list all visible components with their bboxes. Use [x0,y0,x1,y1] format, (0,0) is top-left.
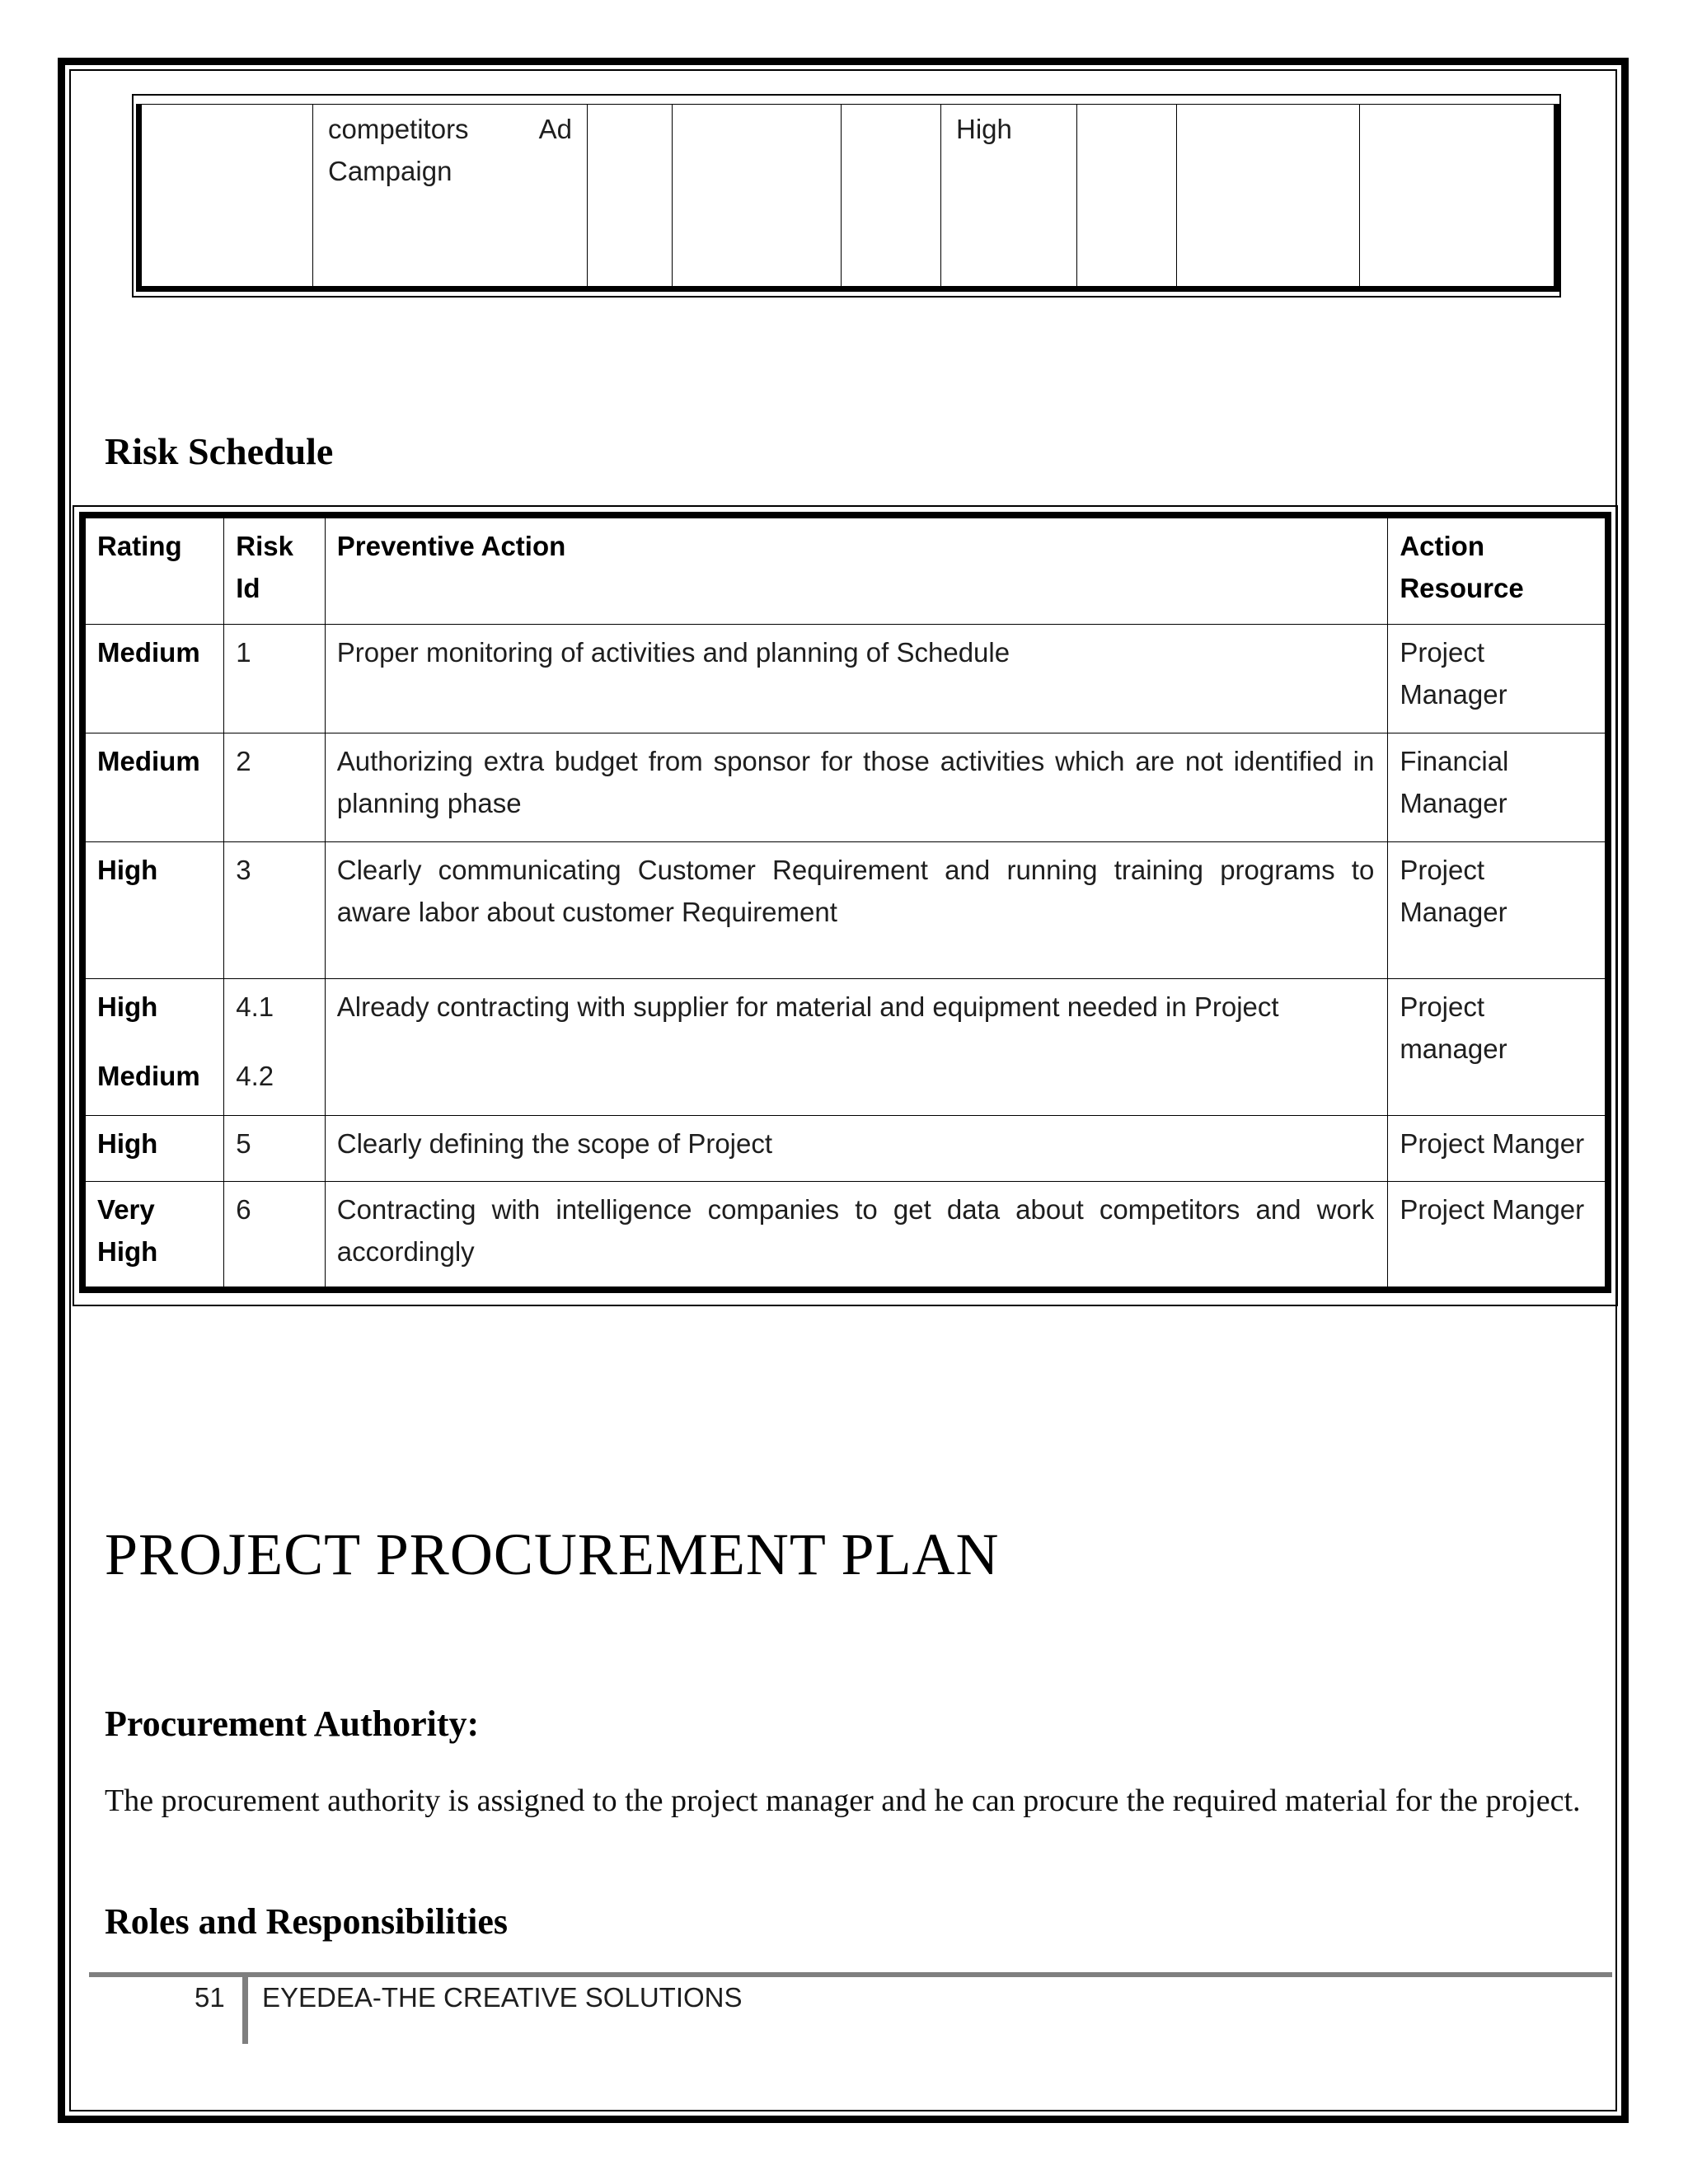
header-preventive-action: Preventive Action [325,515,1388,624]
cell-rating: Very High [82,1181,224,1290]
header-rating: Rating [82,515,224,624]
table-cell [673,105,842,289]
cell-risk-id [224,978,326,1115]
rating-text: Medium [97,1060,200,1091]
cell-text: Campaign [328,156,452,186]
risk-id-text: 4.1 [236,991,274,1022]
table-row [82,1115,1608,1181]
procurement-authority-heading: Procurement Authority: [105,1704,480,1744]
table-cell [842,105,941,289]
cell-action-resource: Project Manger [1388,1115,1608,1181]
header-text: Risk [236,531,293,561]
footer-vertical-divider [242,1977,248,2044]
cell-action-resource: Project manager [1388,978,1608,1115]
table-cell: High [941,105,1077,289]
cell-text: competitors [328,114,469,144]
header-action-resource [1388,515,1608,624]
cell-preventive-action: Contracting with intelligence companies to get data about competitors and work accordingly [325,1181,1388,1290]
table-header-row [82,515,1608,624]
table-row [82,733,1608,841]
table-row [82,978,1608,1115]
cell-preventive-action: Clearly communicating Customer Requirement and running training programs to aware labor about customer Requirement [325,841,1388,978]
cell-risk-id: 3 [224,841,326,978]
table-row [82,624,1608,733]
cell-rating: High [82,841,224,978]
continued-risk-table [136,104,1559,292]
cell-risk-id: 6 [224,1181,326,1290]
roles-responsibilities-heading: Roles and Responsibilities [105,1901,508,1942]
cell-action-resource: Project Manager [1388,624,1608,733]
cell-rating: High [82,1115,224,1181]
cell-text: Ad [538,114,572,144]
table-cell [1077,105,1177,289]
cell-risk-id: 1 [224,624,326,733]
cell-preventive-action: Clearly defining the scope of Project [325,1115,1388,1181]
table-cell [139,105,313,289]
cell-preventive-action: Already contracting with supplier for material and equipment needed in Project [325,978,1388,1115]
table-cell [588,105,673,289]
header-text: Id [236,573,260,603]
cell-rating [82,978,224,1115]
header-text: Action [1400,531,1484,561]
cell-risk-id: 2 [224,733,326,841]
header-risk-id [224,515,326,624]
footer-divider [89,1972,1612,1977]
risk-schedule-heading: Risk Schedule [105,430,334,472]
page-number: 51 [195,1982,225,2013]
table-row [82,1181,1608,1290]
risk-id-text: 4.2 [236,1060,274,1091]
risk-schedule-table [79,512,1611,1293]
table-row [139,105,1557,289]
cell-rating: Medium [82,624,224,733]
cell-action-resource: Financial Manager [1388,733,1608,841]
cell-action-resource: Project Manager [1388,841,1608,978]
cell-preventive-action: Proper monitoring of activities and planning of Schedule [325,624,1388,733]
rating-text: High [97,991,158,1022]
footer-company-name: EYEDEA-THE CREATIVE SOLUTIONS [262,1982,743,2013]
cell-action-resource: Project Manger [1388,1181,1608,1290]
table-cell [1177,105,1360,289]
cell-preventive-action: Authorizing extra budget from sponsor for those activities which are not identified in planning phase [325,733,1388,841]
table-cell [313,105,588,289]
procurement-plan-title: PROJECT PROCUREMENT PLAN [105,1521,1000,1587]
header-text: Resource [1400,573,1524,603]
table-row [82,841,1608,978]
table-cell [1360,105,1557,289]
cell-rating: Medium [82,733,224,841]
cell-risk-id: 5 [224,1115,326,1181]
procurement-authority-text: The procurement authority is assigned to the project manager and he can procure the required material for the project. [105,1783,1581,1818]
